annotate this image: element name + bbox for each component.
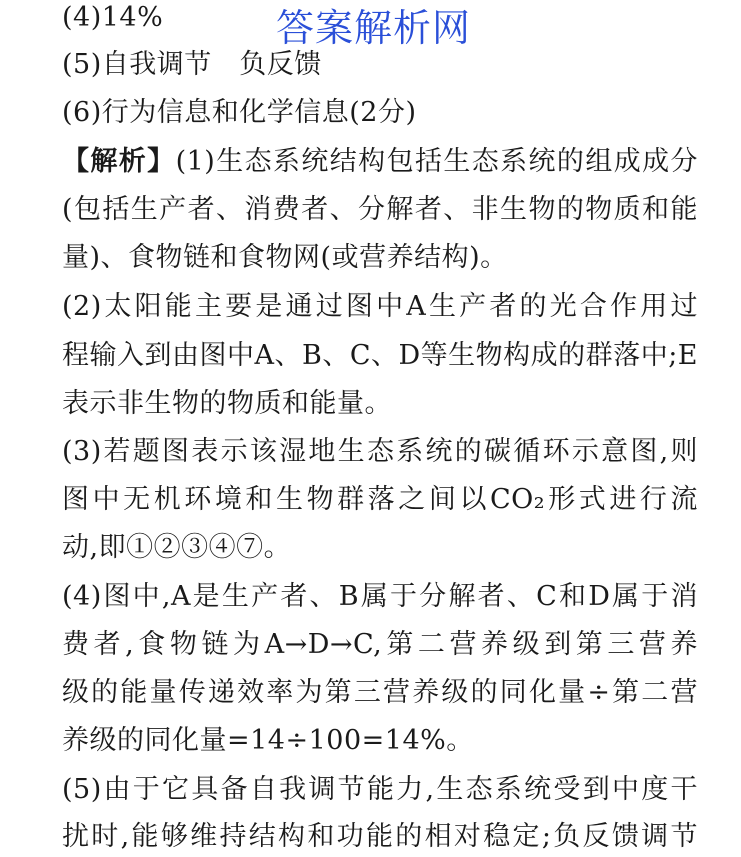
watermark: 答案解析网	[276, 6, 472, 50]
answer-6: (6)行为信息和化学信息(2分)	[62, 97, 417, 128]
analysis-p3-line3: 动,即①②③④⑦。	[62, 532, 292, 563]
answer-5: (5)自我调节 负反馈	[62, 49, 322, 80]
analysis-p2-line1: (2)太阳能主要是通过图中A生产者的光合作用过	[62, 291, 698, 322]
analysis-p2-line3: 表示非生物的物质和能量。	[62, 388, 392, 419]
analysis-p5-line1: (5)由于它具备自我调节能力,生态系统受到中度干	[62, 774, 698, 805]
analysis-p1-line2: (包括生产者、消费者、分解者、非生物的物质和能	[62, 194, 698, 225]
analysis-p1-line1	[62, 145, 698, 179]
analysis-p5-line2: 扰时,能够维持结构和功能的相对稳定;负反馈调节	[62, 821, 698, 852]
analysis-p4-line3: 级的能量传递效率为第三营养级的同化量÷第二营	[62, 677, 698, 708]
analysis-p4-line4: 养级的同化量=14÷100=14%。	[62, 725, 474, 756]
analysis-p3-line2: 图中无机环境和生物群落之间以CO₂形式进行流	[62, 484, 698, 515]
analysis-p3-line1: (3)若题图表示该湿地生态系统的碳循环示意图,则	[62, 436, 698, 467]
answer-4: (4)14%	[62, 2, 164, 33]
analysis-p1-line3: 量)、食物链和食物网(或营养结构)。	[62, 242, 508, 273]
analysis-p2-line2: 程输入到由图中A、B、C、D等生物构成的群落中;E	[62, 340, 698, 371]
analysis-p4-line1: (4)图中,A是生产者、B属于分解者、C和D属于消	[62, 581, 698, 612]
analysis-label: 【解析】	[62, 146, 176, 177]
analysis-p4-line2: 费者,食物链为A→D→C,第二营养级到第三营养	[62, 629, 698, 660]
analysis-p1-line1-text: (1)生态系统结构包括生态系统的组成成分	[175, 146, 698, 177]
